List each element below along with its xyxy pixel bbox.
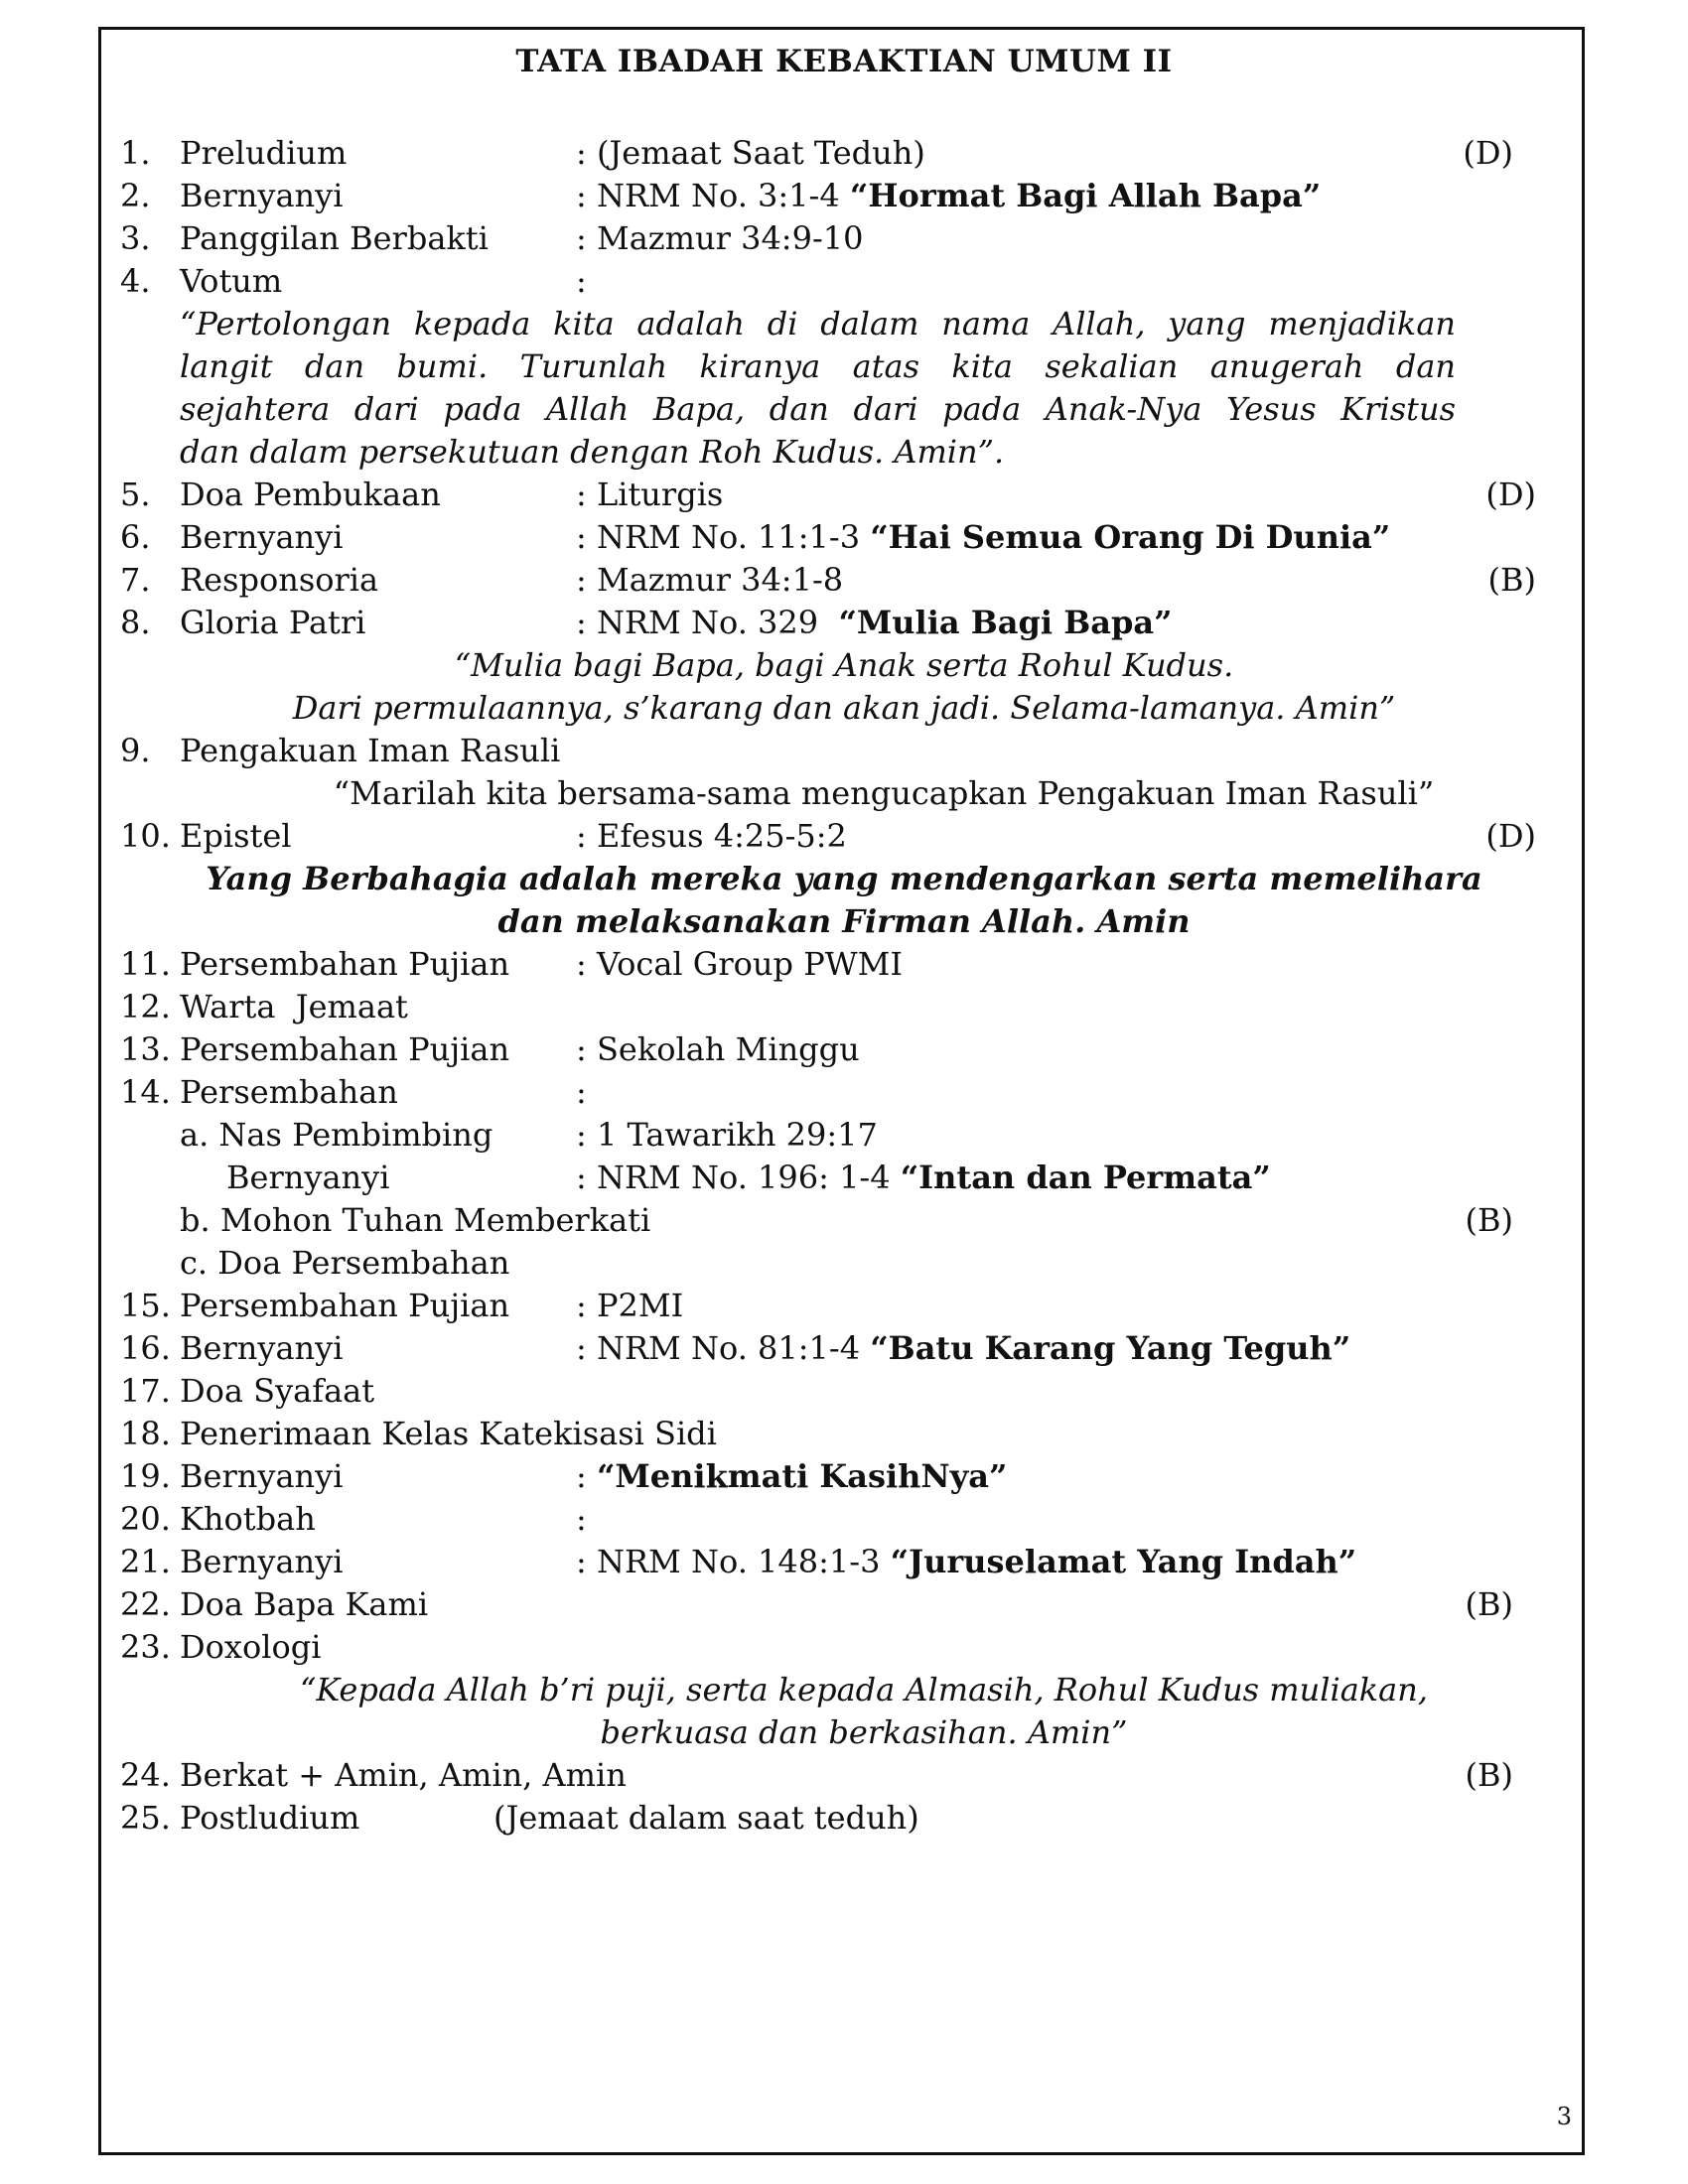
item-label: Bernyanyi [180, 177, 344, 214]
item-label: Doa Syafaat [180, 1372, 375, 1410]
item-label: Doxologi [180, 1628, 322, 1666]
item-label: Bernyanyi [180, 1543, 344, 1580]
list-item [0, 943, 1688, 986]
item-value: : Liturgis [576, 476, 724, 513]
list-item [0, 1199, 1688, 1242]
list-item [0, 1754, 1688, 1797]
list-item [0, 1413, 1688, 1455]
song-title: “Juruselamat Yang Indah” [890, 1543, 1357, 1580]
list-item [0, 1797, 1688, 1840]
doxology-line-2: berkuasa dan berkasihan. Amin” [600, 1713, 1128, 1751]
item-number: 5. [120, 476, 151, 513]
role-mark: (B) [1487, 561, 1536, 599]
song-title: “Mulia Bagi Bapa” [838, 604, 1173, 641]
role-mark: (D) [1485, 817, 1536, 855]
list-item [0, 1541, 1688, 1583]
item-number: 12. [120, 988, 171, 1025]
list-item [0, 1327, 1688, 1370]
item-label: Bernyanyi [180, 1329, 344, 1367]
song-title: “Hai Semua Orang Di Dunia” [870, 518, 1391, 556]
list-item [0, 559, 1688, 602]
item-label: Khotbah [180, 1500, 316, 1538]
item-label: Pengakuan Iman Rasuli [180, 732, 561, 769]
votum-text: “Pertolongan kepada kita adalah di dalam nama Allah, yang menjadikan langit dan bumi. Turunlah kiranya atas kita sekalian anugerah dan sejahtera dari pada Allah Bapa, dan dari pada Anak-Nya Yesus Kristus dan dalam persekutuan dengan Roh Kudus. Amin”. [180, 305, 1456, 471]
item-number: 22. [120, 1585, 171, 1623]
item-label: Berkat + Amin, Amin, Amin [180, 1756, 627, 1794]
item-label: a. Nas Pembimbing [180, 1116, 493, 1154]
item-label: Doa Pembukaan [180, 476, 441, 513]
item-label: Doa Bapa Kami [180, 1585, 429, 1623]
item-value: : [576, 262, 587, 300]
list-item [0, 1028, 1688, 1071]
item-label: Epistel [180, 817, 292, 855]
item-value: : NRM No. 81:1-4 “Batu Karang Yang Teguh” [576, 1329, 1351, 1367]
list-item [0, 1498, 1688, 1541]
list-item [0, 474, 1688, 516]
item-label: Persembahan [180, 1073, 398, 1111]
item-label: Persembahan Pujian [180, 1030, 510, 1068]
item-number: 11. [120, 945, 171, 983]
item-value: : NRM No. 11:1-3 “Hai Semua Orang Di Dunia” [576, 518, 1391, 556]
list-item [0, 1114, 1688, 1157]
item-number: 3. [120, 219, 151, 257]
list-item [0, 516, 1688, 559]
list-item [0, 1455, 1688, 1498]
role-mark: (B) [1465, 1756, 1513, 1794]
item-value: : P2MI [576, 1287, 684, 1324]
item-label: Panggilan Berbakti [180, 219, 489, 257]
item-value: : “Menikmati KasihNya” [576, 1457, 1008, 1495]
item-number: 15. [120, 1287, 171, 1324]
list-item [0, 132, 1688, 175]
item-number: 1. [120, 134, 151, 172]
list-item [0, 1071, 1688, 1114]
item-label: Gloria Patri [180, 604, 366, 641]
item-number: 18. [120, 1415, 171, 1452]
item-number: 17. [120, 1372, 171, 1410]
item-value: : Sekolah Minggu [576, 1030, 860, 1068]
role-mark: (B) [1465, 1585, 1513, 1623]
page-number: 3 [1556, 2103, 1572, 2130]
item-label: Warta Jemaat [180, 988, 408, 1025]
item-value: : 1 Tawarikh 29:17 [576, 1116, 878, 1154]
item-value: : Mazmur 34:9-10 [576, 219, 864, 257]
item-number: 14. [120, 1073, 171, 1111]
item-value: (Jemaat dalam saat teduh) [493, 1799, 919, 1837]
list-item [0, 1583, 1688, 1626]
creed-invitation: “Marilah kita bersama-sama mengucapkan Pengakuan Iman Rasuli” [333, 774, 1435, 812]
role-mark: (D) [1485, 476, 1536, 513]
item-value: : NRM No. 3:1-4 “Hormat Bagi Allah Bapa” [576, 177, 1322, 214]
list-item [0, 1242, 1688, 1285]
item-number: 16. [120, 1329, 171, 1367]
item-value: : [576, 1073, 587, 1111]
item-value: : Efesus 4:25-5:2 [576, 817, 847, 855]
role-mark: (D) [1463, 134, 1513, 172]
item-label: Penerimaan Kelas Katekisasi Sidi [180, 1415, 717, 1452]
list-item [0, 1157, 1688, 1199]
item-value: : NRM No. 329 “Mulia Bagi Bapa” [576, 604, 1173, 641]
item-label: c. Doa Persembahan [180, 1244, 510, 1282]
item-number: 8. [120, 604, 151, 641]
item-label: Bernyanyi [226, 1159, 390, 1196]
item-number: 19. [120, 1457, 171, 1495]
song-title: “Intan dan Permata” [900, 1159, 1271, 1196]
list-item [0, 175, 1688, 217]
list-item [0, 815, 1688, 858]
item-number: 24. [120, 1756, 171, 1794]
item-label: Responsoria [180, 561, 379, 599]
item-number: 10. [120, 817, 171, 855]
item-number: 7. [120, 561, 151, 599]
item-label: Preludium [180, 134, 348, 172]
item-number: 9. [120, 732, 151, 769]
list-item [0, 986, 1688, 1028]
blessing-line-1: Yang Berbahagia adalah mereka yang mendengarkan serta memelihara [206, 860, 1482, 897]
song-title: “Batu Karang Yang Teguh” [870, 1329, 1351, 1367]
list-item [0, 1370, 1688, 1413]
item-number: 2. [120, 177, 151, 214]
item-label: Persembahan Pujian [180, 945, 510, 983]
song-title: “Menikmati KasihNya” [596, 1457, 1008, 1495]
list-item [0, 217, 1688, 260]
item-number: 4. [120, 262, 151, 300]
list-item [0, 730, 1688, 772]
item-value: : [576, 1500, 587, 1538]
item-number: 21. [120, 1543, 171, 1580]
item-value: : NRM No. 148:1-3 “Juruselamat Yang Indah” [576, 1543, 1357, 1580]
item-number: 25. [120, 1799, 171, 1837]
item-value: : (Jemaat Saat Teduh) [576, 134, 925, 172]
item-label: Bernyanyi [180, 1457, 344, 1495]
item-number: 6. [120, 518, 151, 556]
item-label: Persembahan Pujian [180, 1287, 510, 1324]
gloria-line-2: Dari permulaannya, s’karang dan akan jadi. Selama-lamanya. Amin” [292, 689, 1396, 727]
blessing-line-2: dan melaksanakan Firman Allah. Amin [497, 902, 1191, 940]
gloria-line-1: “Mulia bagi Bapa, bagi Anak serta Rohul Kudus. [454, 646, 1234, 684]
page-title: TATA IBADAH KEBAKTIAN UMUM II [515, 44, 1173, 79]
item-label: b. Mohon Tuhan Memberkati [180, 1201, 651, 1239]
role-mark: (B) [1465, 1201, 1513, 1239]
item-number: 13. [120, 1030, 171, 1068]
song-title: “Hormat Bagi Allah Bapa” [849, 177, 1322, 214]
list-item [0, 602, 1688, 644]
item-label: Bernyanyi [180, 518, 344, 556]
item-value: : NRM No. 196: 1-4 “Intan dan Permata” [576, 1159, 1271, 1196]
item-value: : Vocal Group PWMI [576, 945, 904, 983]
list-item [0, 260, 1688, 303]
list-item [0, 1285, 1688, 1327]
item-label: Postludium [180, 1799, 360, 1837]
item-number: 20. [120, 1500, 171, 1538]
item-value: : Mazmur 34:1-8 [576, 561, 844, 599]
item-label: Votum [180, 262, 283, 300]
list-item [0, 1626, 1688, 1669]
item-number: 23. [120, 1628, 171, 1666]
doxology-line-1: “Kepada Allah b’ri puji, serta kepada Almasih, Rohul Kudus muliakan, [299, 1671, 1429, 1708]
